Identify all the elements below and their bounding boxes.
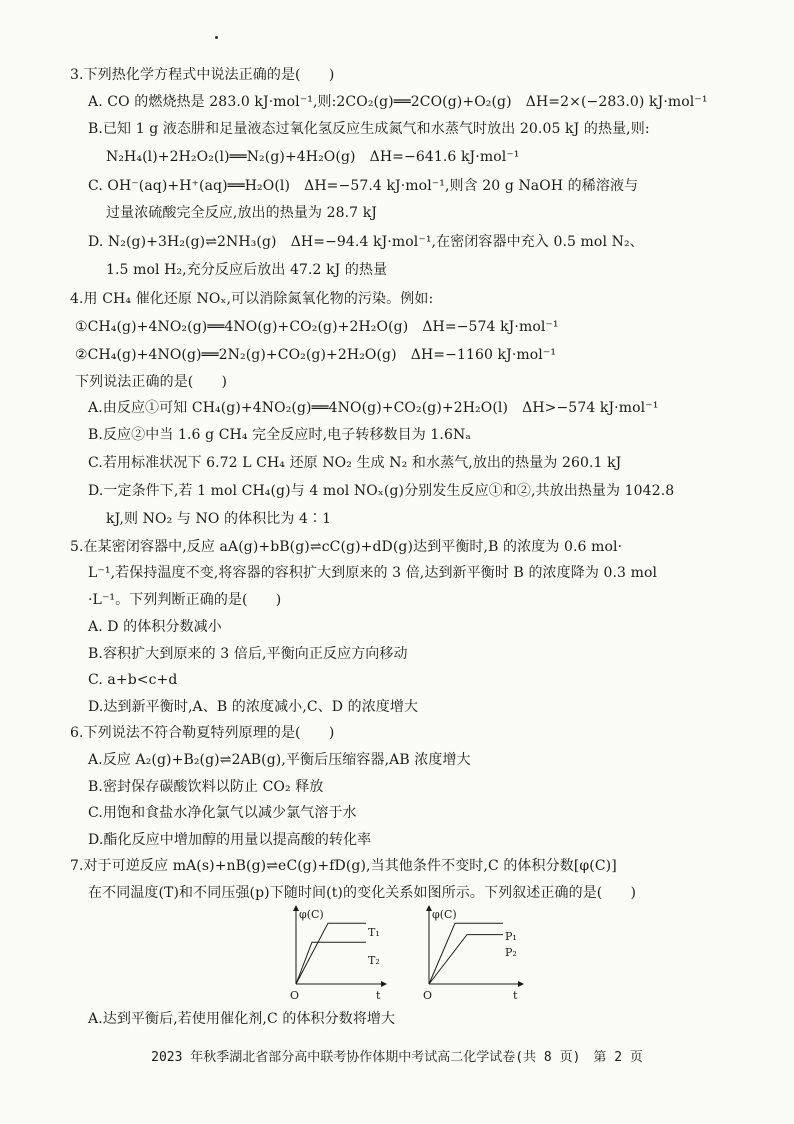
q5-option-d: D.达到新平衡时,A、B 的浓度减小,C、D 的浓度增大	[88, 699, 419, 715]
q4-stem: 4.用 CH₄ 催化还原 NOₓ,可以消除氮氧化物的污染。例如:	[70, 291, 434, 307]
q7-stem-line2: 在不同温度(T)和不同压强(p)下随时间(t)的变化关系如图所示。下列叙述正确的是( )	[88, 885, 637, 901]
q3-option-a: A. CO 的燃烧热是 283.0 kJ·mol⁻¹,则:2CO₂(g)══2CO(g)+O₂(g) ΔH=2×(−283.0) kJ·mol⁻¹	[88, 94, 708, 110]
q3-option-b-line1: B.已知 1 g 液态肼和足量液态过氧化氢反应生成氮气和水蒸气时放出 20.05 kJ 的热量,则:	[88, 121, 650, 137]
q7-stem-line1: 7.对于可逆反应 mA(s)+nB(g)⇌eC(g)+fD(g),当其他条件不变时,C 的体积分数[φ(C)]	[70, 858, 617, 874]
q5-option-a: A. D 的体积分数减小	[88, 619, 222, 635]
q4-option-a: A.由反应①可知 CH₄(g)+4NO₂(g)══4NO(g)+CO₂(g)+2H₂O(l) ΔH>−574 kJ·mol⁻¹	[88, 400, 659, 416]
graph-pressure	[415, 900, 530, 1004]
q6-option-b: B.密封保存碳酸饮料以防止 CO₂ 释放	[88, 779, 324, 795]
q4-reaction-2: ②CH₄(g)+4NO(g)══2N₂(g)+CO₂(g)+2H₂O(g) ΔH=−1160 kJ·mol⁻¹	[75, 347, 557, 363]
q6-option-c: C.用饱和食盐水净化氯气以减少氯气溶于水	[88, 805, 357, 821]
q4-option-d-line1: D.一定条件下,若 1 mol CH₄(g)与 4 mol NOₓ(g)分别发生反应①和②,共放出热量为 1042.8	[88, 483, 675, 499]
q5-option-b: B.容积扩大到原来的 3 倍后,平衡向正反应方向移动	[88, 646, 408, 662]
q3-option-b-line2: N₂H₄(l)+2H₂O₂(l)══N₂(g)+4H₂O(g) ΔH=−641.6 kJ·mol⁻¹	[106, 149, 520, 165]
q4-option-c: C.若用标准状况下 6.72 L CH₄ 还原 NO₂ 生成 N₂ 和水蒸气,放出的热量为 260.1 kJ	[88, 455, 622, 471]
curve-label-p2: P₂	[505, 946, 517, 959]
q4-ask: 下列说法正确的是( )	[75, 374, 228, 390]
curve-t1	[296, 923, 366, 984]
q4-reaction-1: ①CH₄(g)+4NO₂(g)══4NO(g)+CO₂(g)+2H₂O(g) ΔH=−574 kJ·mol⁻¹	[75, 319, 559, 335]
q3-option-d-line2: 1.5 mol H₂,充分反应后放出 47.2 kJ 的热量	[106, 262, 388, 278]
graph-y-label: φ(C)	[299, 908, 324, 921]
q4-option-d-line2: kJ,则 NO₂ 与 NO 的体积比为 4∶1	[106, 511, 332, 527]
graph-x-label: t	[513, 989, 518, 1002]
q3-option-c-line1: C. OH⁻(aq)+H⁺(aq)══H₂O(l) ΔH=−57.4 kJ·mol⁻¹,则含 20 g NaOH 的稀溶液与	[88, 178, 639, 194]
q6-stem: 6.下列说法不符合勒夏特列原理的是( )	[70, 725, 335, 741]
curve-label-t2: T₂	[368, 954, 380, 967]
q5-option-c: C. a+b<c+d	[88, 672, 178, 688]
q5-stem-line2: L⁻¹,若保持温度不变,将容器的容积扩大到原来的 3 倍,达到新平衡时 B 的浓度降为 0.3 mol	[88, 565, 658, 581]
q4-option-b: B.反应②中当 1.6 g CH₄ 完全反应时,电子转移数目为 1.6Nₐ	[88, 427, 471, 443]
q3-stem: 3.下列热化学方程式中说法正确的是( )	[70, 67, 335, 83]
q7-option-a: A.达到平衡后,若使用催化剂,C 的体积分数将增大	[88, 1011, 396, 1027]
curve-p1	[429, 923, 503, 984]
graph-y-label: φ(C)	[432, 908, 457, 921]
speck	[215, 36, 218, 39]
graph-x-label: t	[376, 989, 381, 1002]
graph-origin-label: O	[290, 989, 300, 1002]
graph-temperature	[282, 900, 392, 1004]
page-footer: 2023 年秋季湖北省部分高中联考协作体期中考试高二化学试卷(共 8 页) 第 2 页	[151, 1050, 643, 1065]
q6-option-d: D.酯化反应中增加醇的用量以提高酸的转化率	[88, 832, 372, 848]
q6-option-a: A.反应 A₂(g)+B₂(g)⇌2AB(g),平衡后压缩容器,AB 浓度增大	[88, 752, 471, 768]
curve-label-p1: P₁	[505, 930, 517, 943]
curve-label-t1: T₁	[368, 926, 380, 939]
q3-option-c-line2: 过量浓硫酸完全反应,放出的热量为 28.7 kJ	[106, 205, 378, 221]
q5-stem-line1: 5.在某密闭容器中,反应 aA(g)+bB(g)⇌cC(g)+dD(g)达到平衡时,B 的浓度为 0.6 mol·	[70, 539, 623, 555]
graph-origin-label: O	[423, 989, 433, 1002]
q5-stem-line3: ·L⁻¹。下列判断正确的是( )	[88, 592, 282, 608]
q3-option-d-line1: D. N₂(g)+3H₂(g)⇌2NH₃(g) ΔH=−94.4 kJ·mol⁻¹,在密闭容器中充入 0.5 mol N₂、	[88, 234, 644, 250]
